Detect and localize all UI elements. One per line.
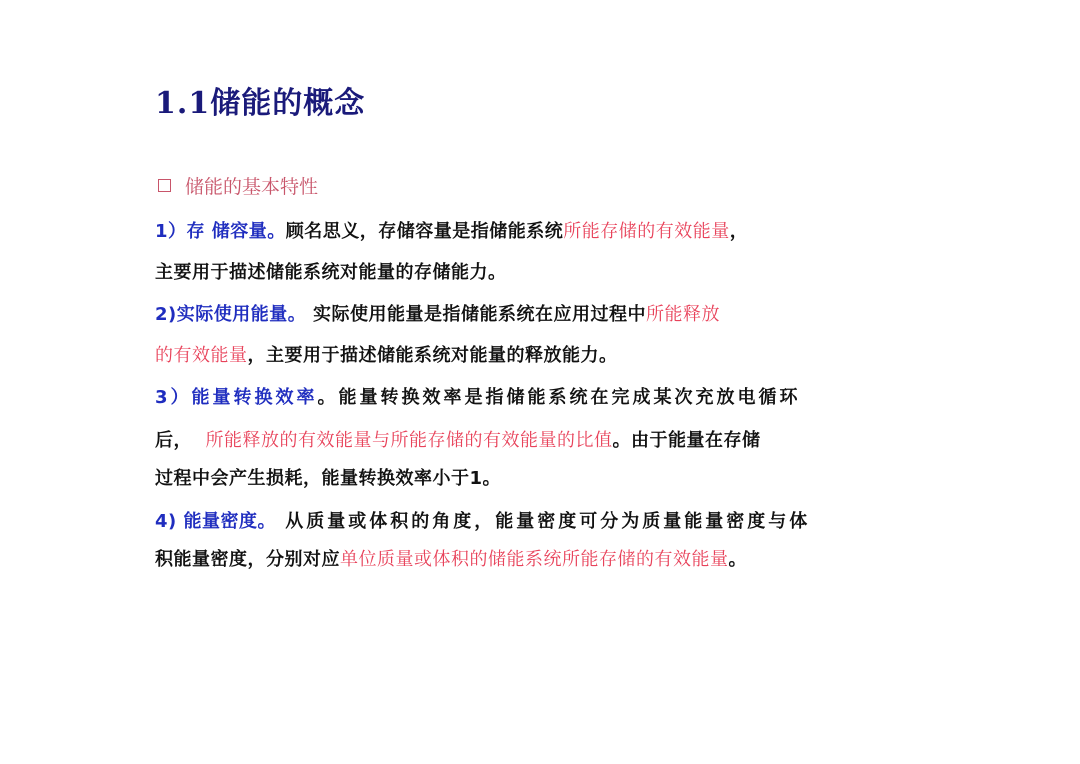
item-1-line-2: 主要用于描述储能系统对能量的存储能力。 [155,262,507,283]
item-4-line-1 [155,507,810,533]
item-2-highlight-a: 所能释放 [646,304,721,325]
section-label: 储能的基本特性 [185,176,319,198]
item-4-line-2 [155,545,747,571]
item-2-highlight-b: 的有效能量 [155,345,248,366]
page-title: 1.1储能的概念 [155,86,366,121]
item-1-text-end: ， [729,221,749,242]
item-3-text-pre: 后， [155,430,192,451]
item-2-text-2: ，主要用于描述储能系统对能量的释放能力。 [247,345,618,366]
item-3-text-post: 。由于能量在存储 [612,430,761,451]
checkbox-icon [158,179,171,192]
item-3-text: 。能量转换效率是指储能系统在完成某次充放电循环 [317,387,801,408]
item-4-highlight: 单位质量或体积的储能系统所能存储的有效能量 [340,549,729,570]
item-3-line-3: 过程中会产生损耗，能量转换效率小于1。 [155,468,502,489]
item-2-text: 实际使用能量是指储能系统在应用过程中 [306,304,647,325]
item-1-highlight: 所能存储的有效能量 [563,221,730,242]
item-3-highlight: 所能释放的有效能量与所能存储的有效能量的比值 [205,430,613,451]
item-4-text-pre: 积能量密度，分别对应 [155,549,340,570]
item-4-text-post: 。 [728,549,747,570]
item-1-text: 顾名思义，存储容量是指储能系统 [285,221,564,242]
item-4-text: 从质量或体积的角度，能量密度可分为质量能量密度与体 [276,511,811,532]
item-2-term: 2)实际使用能量。 [155,304,307,325]
item-4-term: 4) 能量密度。 [155,511,277,532]
item-2-line-2 [155,341,618,367]
item-2-line-1 [155,300,720,326]
item-1-term: 1）存 储容量。 [155,221,286,242]
item-3-line-1 [155,383,801,409]
item-3-line-2 [155,426,761,452]
item-1-line-1 [155,217,748,243]
section-heading [158,172,318,199]
item-3-term: 3）能量转换效率 [155,387,318,408]
